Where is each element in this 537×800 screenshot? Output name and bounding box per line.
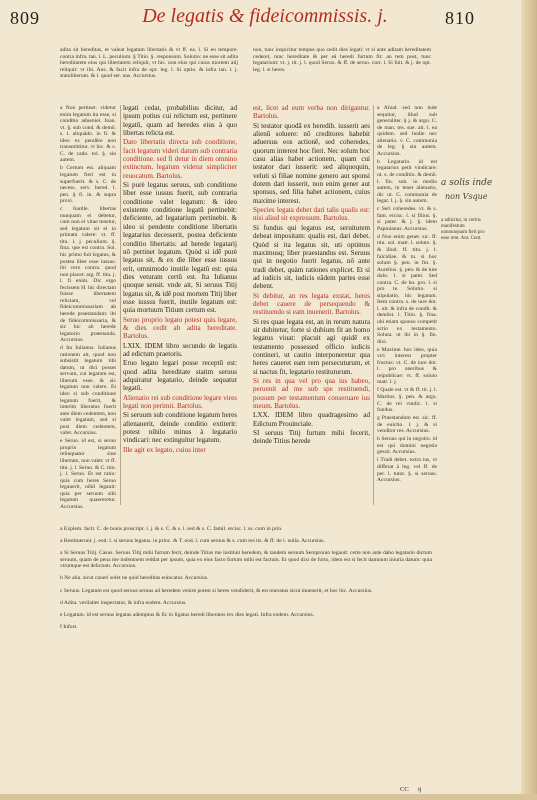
text-paragraph: Si res in qua vel pro qua ius habeo, peruenit ad me sub spe restituendi, possum per testamentum conseruare ius meum. Bartolus. xyxy=(253,377,370,411)
footnote: b Ne alia. sicut caueri solet ne quid hereditas euincatur. Accursius. xyxy=(60,575,209,582)
text-paragraph: LXIX. IDEM libro secundo de legatis ad edictum praetoris. xyxy=(123,341,237,358)
text-paragraph: Dato libertatis directa sub conditione, facit legatum videri datum sub contraria conditione. sed fi detur in diem omnino extinctum, legatum videtur simpliciter reuocatum. Bartolus. xyxy=(123,138,237,180)
text-paragraph: Si res quae legata est, an in rerum natura sit dubitetur, forte si dubium fit an homo legatus viuat: placuit agi quidē ex testamento possessed officio iudicis contineri, ut cautio interponeretur qua heres caueret eam rem persecuturum, et si nactus fit, legatario restituturum. xyxy=(253,317,370,376)
gloss-right xyxy=(377,105,437,525)
handwritten-note: non Vsque xyxy=(445,192,488,201)
signature-mark: CC xyxy=(400,786,409,793)
text-paragraph: Si debitur, an res legata exstat, heres debet cauere de persequendo & restituendo si eam inuenerit. Bartolus. xyxy=(253,291,370,317)
gloss-note: f Quale est. vt & ff. tit. j. l. Martius. §. pen. & argu. C. de rei vindic. l. si fundus. xyxy=(377,387,437,414)
text-paragraph: Species legata debet dari talis qualis est: nisi aliud sit expressum. Bartolus. xyxy=(253,206,370,223)
gloss-note: e Maxime. hoc ideo, quia viri interest propter fructus: vt. C. de iure dot. l. pro oneribus & reipublicae: vt. ff. soluto matr. l. j. xyxy=(377,346,437,386)
gloss-note: c Inutile. libertas nunquam ei debetur, cum non ei vitae tenetur, sed legatum sit ei in primam valere: vt. ff. titu. l. j. peculium. §. fina. que est contra. Sol. hic primo fuit legatus, & postea liber esse iussus: ibi vero contra. quod non placet: arg. ff. titu. j. l. fi enim. Dic ergo fecissem H. hic directam fuisse libertatem relictam, vel fideicommissariam ab herede praestandam: ibi de fideicommissaria, & sic hic ab herede legatorio praestanda. Accursius. xyxy=(60,206,116,344)
gloss-note: e Seruo. id est, si seruo proprio legatum relinquatur sine libertate, non valet: vt ff. titu. j. l. Seruo. & C. titu. j. l. Seruo. Et est ratio: quia cum heres Seruo legauerit, nihil legauit: quia per seruum sibi legatum quaereretur. Accursius. xyxy=(60,438,116,510)
column-rule xyxy=(120,105,121,505)
footnote: c Seruus. Legatum est quod seruus seruus ad heredem venire potest si heres vendiderit, & est oneratus sicut inuenerit, et hoc hic. Accursius. xyxy=(60,587,373,594)
footnote: e Legatum. id est seruus legatus ademptus & fic in ligatus heredi liberatos lex dies legati. Infra eodem. Accursius. xyxy=(60,611,315,618)
gloss-note: d Non enim gener. sic. ff. titu. sol. matr. l. soluto. §. & illud. ff. titu. j. l. falcidiae. & tu. si hoc solum §. pen. in fin. §. Aurelius. §. pen. & de tute dolo. l. si pater. Sed contra. C. de ho. pro. l. si pro te. Solutio. si stipulatio, hic legatum. Item contra. s. de iure dot. l. ult. & infra de condit. & demõst. l. Titio. §. fina. ubi etiam sponso competit actio ex testamento. Soluta. ut ibi in §. fin. dixi. xyxy=(377,233,437,345)
footnote: d Adita. verilaiter inspectatur, & infra eodem. Accursius. xyxy=(60,599,187,606)
text-paragraph: Ille agit ex legato, cuius inter xyxy=(123,445,206,454)
column-rule xyxy=(373,105,374,505)
margin-note: a adiicitur, in verbis manifestum nonnunquam fieri pro esse rem. Ant. Cont. xyxy=(441,218,485,241)
text-paragraph: Alienatio rei sub conditione legare vires legati non perimit. Bartolus. xyxy=(123,393,237,411)
top-gloss-left: adita sit hereditas, et valeat legatum libertatis & vt ff. ea. l. Si eo tempore. contra infra. tan. l. L. peculium. § Titio. §. responsum. Solutio: ne esse sit adita hereditatem eius qui libertatem reliquit, vt hic. non eius qui cuius mortem alij reliquit: vt ibi. Ans. & facit infra de opt. leg. l. Si optio. & infra tan. l. j. statuliberum. & l. quod ser. uus. Accursius. xyxy=(60,47,238,80)
text-paragraph: Si seruum sub conditione legatum heres alienauerit, deinde conditio extiterit: potest nihilo minus à legatario vindicari: nec extinguitur legatum. xyxy=(123,411,237,445)
top-gloss-right: non, tunc inspicitur tempus quo cedit dies legati: vt si ante aditam hereditatem cederet, tunc hereditate & per eā heredi furtum fit: an tem post, tunc legatarium: vt. j. tit. j. l. quod Seruo. & ff. de seruo. corr. l. Si fuit. & j. de opt. leg. l. si heres. xyxy=(253,47,431,73)
footnote: a Si Seruus Titij. Casus. Seruus Titij mihi furtum fecit, deinde Titius me instituit heredem, & tandem seruum Sempronio legauit: certe non ante dabo legatario dictum seruum, quam de pena me indemnem reddat per ipsum, quia ex eius facto furtum mihi est factum. Et quod dixi de furto, idem est si fecit damnum iniuria datum: quia vtrumque est delictum. Accursius. xyxy=(60,549,432,570)
signature-mark: ij xyxy=(418,786,422,793)
gloss-left xyxy=(60,105,116,515)
text-paragraph: Seruo proprio legato potest quis legare, & dies cedit ab adita hereditate. Bartolus. xyxy=(123,315,237,341)
text-paragraph: SI seruus Titij furtum mihi fecerit, deinde Titius herede xyxy=(253,429,370,446)
text-paragraph: LXX. IDEM libro quadragesimo ad Edictum Prouinciale. xyxy=(253,411,370,428)
footnote: a Restituerunt. j. eod. l. si seruus legatus. in princ. & T. eod. l. cum seruus & s. cum res tis. & ff. de l. nulla. Accursius. xyxy=(60,537,325,544)
gloss-note: b Certum est. aliquam legatum fieri est in superfuerit. & s. C. de necess. serv. hered. l. pen. § fi. in. & supra proxi. xyxy=(60,165,116,205)
text-paragraph: Eruo legato legari posse receptū est: quod adita hereditate statim seruus adquiratur legatario, deinde sequatur legatū. xyxy=(123,359,237,393)
main-text-right xyxy=(253,104,370,514)
text-paragraph: Si fundus qui legatus est, seruitutem debeat impositam: qualis est, dari debet. Quòd si ita legatus sit, uti optimus maximusq; liber praestandus est. Seruus qui in negotio fuerit legatus, nõ ante tradi debet, quàm rationes explicet. Et si ad iudicis sit, iudicis eādem partes esse debent. xyxy=(253,223,370,291)
gloss-note: a Non pertinet. videtur enim legatum ita esse, si conditio adueniet. Ioan. vt. §. sub cond. & demõ. s. l. aliquādo. in fi. & ideo ex pendēre non transmittitur. vt hic. & s. C. de cadu. tol. §. sin autem. xyxy=(60,105,116,164)
gloss-note: a Aliud. sed non inde sequitur, illud sub generaliter. § j. & argu. C. de man. tes. sue. ait. l. ea quidem. sed hodie nec alienatio. v. C. communia de leg. § sin autem. Accursius. xyxy=(377,105,437,157)
handwritten-note: a solis inde xyxy=(441,178,493,188)
page-title: De legatis & fideicommissis. j. xyxy=(142,5,388,27)
page-bottom-edge xyxy=(0,794,537,800)
gloss-note: g Praestandum est. sic. ff. de euictio. l. j. & si venditor res. Accursius. xyxy=(377,415,437,435)
gloss-note: i Tradi debet. extra ius, vt differat à leg. vel ff. de per. l. tutor. §. si seruus. Accursius. xyxy=(377,457,437,484)
text-paragraph: Si purè legatus seruus, sub conditione liber esse iussus fuerit, sub contraria conditione valet legatum: & ideo existente conditione legatū pertinebit: deficiente, ad legatarium pertinebit. & ideo si pendente conditione libertatis legatarius decesserit, postea deficiente conditio libertatis: ad herede legatarij nõ pertinet legatum. Quòd si idē purè legatus sit, & ex die liber esse iussus erit, omnimodo inutile legatũ est: quia dies veturam certū est. Ita Iulianus quoque sensit. vnde ait, Si seruus Titij legatus sit, & idē post mortem Titij liber esse iussus fuerit, inutile legatum est: quia mortuum Titium certum est. xyxy=(123,181,237,315)
footnote: a Explem. facit. C. de bonis proscript. l. j. & s. C. & s. l. sed & s. C. famil. ercisc. l. ss. cum in prin. xyxy=(60,525,283,532)
text-paragraph: Si testator quodā ex heredib. iusserit aes alienū soluere: nõ creditores habebit aduersus eos actionē, sed coheredes, quorum interest hoc fieri. Nec solum hoc casu alias habet actionem, quam cui testator dari iusserit: sed aliquoquin, veluti si filiae nomine genero aut sponsi dotem dari iusserit, non enim gener aut sponsus, sed filia habet actionem, cuius maxime interest. xyxy=(253,121,370,205)
text-paragraph: legati cedat, probabilius dicitur, ad ipsum potius cui relictum est, pertinere legatũ, quam ad heredes eius à quo libertas relicta est. xyxy=(123,104,237,138)
gloss-note: h Seruus qui in negotio. id est qui domini negotia gessit. Accursius. xyxy=(377,436,437,456)
gloss-note: d Ita Iulianus. Iulianus rationem ait, quod non subsistit legatum tibi datum, ut dici posset servum, cui legatum est, liberum esse. & sic legatum non valere. Et ideo si sub conditione legatum fuerit, & interim liberatus fuerit ante diem cedentem, non valet legatum, sed si post diem cedentem, valet. Accursius. xyxy=(60,345,116,437)
bottom-commentary xyxy=(60,520,432,785)
page-edge xyxy=(521,0,537,800)
main-text-left xyxy=(123,104,237,514)
footnote: f Infort. xyxy=(60,624,78,631)
gloss-note: c Seri coheredes. vt. & s. fam. ercisc. l. si filius. §. si pater. & j. §. idem Papinianus. Accursius. xyxy=(377,206,437,232)
text-paragraph: est, licet ad eum verba non dirigantur. Bartolus. xyxy=(253,104,370,121)
folio-left: 809 xyxy=(10,8,40,28)
folio-right: 810 xyxy=(445,8,475,28)
gloss-note: b Legatario. id est legatarius petit vindicare: ut. s. de conditio. & demõ. l. fin. sub. in medio autem, in tenet alienatio, dic ut. C. communia de legat. l. j. §. sin autem. xyxy=(377,158,437,205)
